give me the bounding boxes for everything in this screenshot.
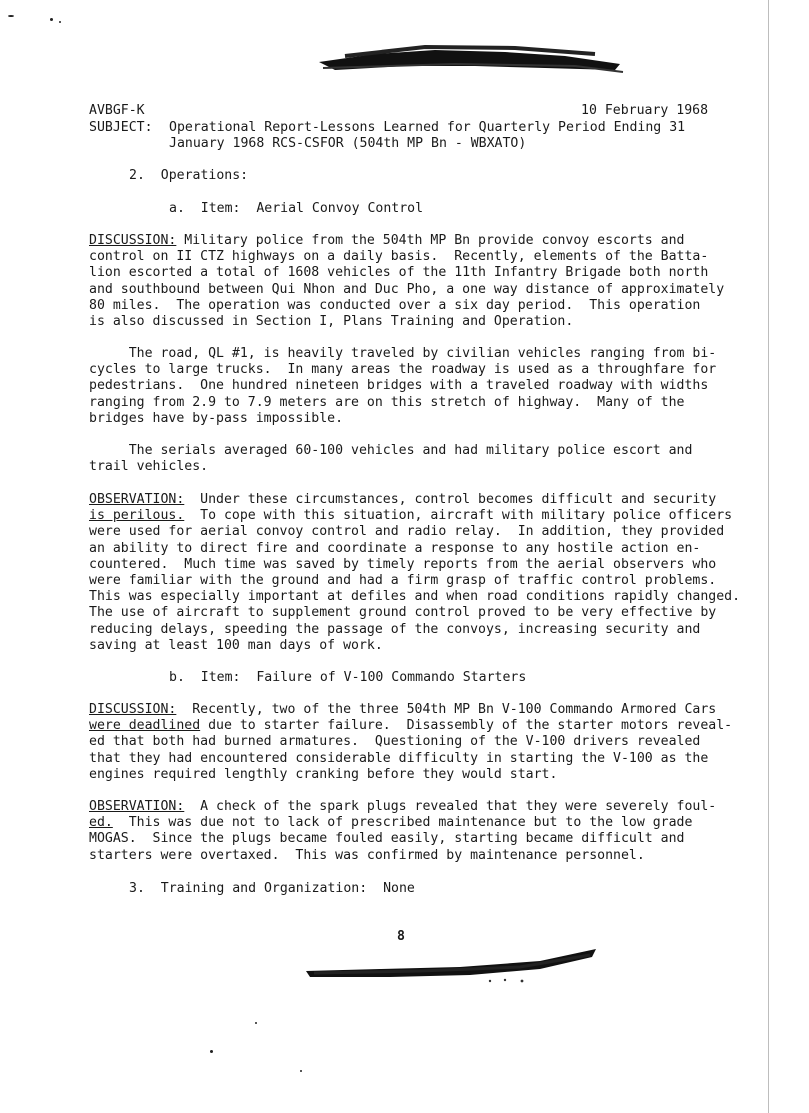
scan-speck (210, 1050, 213, 1053)
paragraph-line: The serials averaged 60-100 vehicles and had military police escort and (89, 443, 693, 458)
paragraph-line: were used for aerial convoy control and radio relay. In addition, they provided (89, 524, 725, 540)
item-a-heading: a. Item: Aerial Convoy Control (169, 201, 424, 216)
subject-line-1: Operational Report-Lessons Learned for Quarterly Period Ending 31 (169, 120, 686, 135)
paragraph-line: 80 miles. The operation was conducted over a six day period. This operation (89, 297, 701, 313)
scan-speck (255, 1022, 257, 1024)
subject-line-2: January 1968 RCS-CSFOR (504th MP Bn - WBXATO) (169, 136, 527, 151)
observation-label: OBSERVATION: (89, 492, 185, 507)
paragraph-line: This was especially important at defiles and when road conditions rapidly changed. (89, 589, 741, 605)
underlined-phrase: is perilous. (89, 508, 185, 524)
item-b-heading: b. Item: Failure of V-100 Commando Starters (169, 670, 527, 685)
paragraph-line: bridges have by-pass impossible. (89, 410, 344, 426)
paragraph-line: that they had encountered considerable difficulty in starting the V-100 as the (89, 750, 709, 766)
paragraph-line: Recently, two of the three 504th MP Bn V-100 Commando Armored Cars (176, 702, 717, 717)
paragraph-line: The use of aircraft to supplement ground control proved to be very effective by (89, 605, 717, 621)
bottom-redaction-mark (300, 945, 605, 985)
page-number: 8 (397, 929, 405, 944)
paragraph-line: ranging from 2.9 to 7.9 meters are on this stretch of highway. Many of the (89, 394, 685, 410)
item-a-discussion-paragraph (89, 233, 729, 330)
item-a-observation-paragraph (89, 492, 741, 654)
section-heading-operations: 2. Operations: (129, 168, 249, 183)
paragraph-line: The road, QL #1, is heavily traveled by civilian vehicles ranging from bi- (89, 346, 717, 361)
document-date: 10 February 1968 (581, 103, 709, 118)
classification-marking-text (322, 52, 461, 68)
paragraph-line: pedestrians. One hundred nineteen bridges with a traveled roadway with widths (89, 378, 709, 394)
paragraph-line: Under these circumstances, control becomes difficult and security (184, 492, 717, 507)
paragraph-line: starters were overtaxed. This was confirmed by maintenance personnel. (89, 847, 645, 863)
paragraph-line: engines required lengthly cranking before they would start. (89, 766, 558, 782)
paragraph-line: lion escorted a total of 1608 vehicles of the 11th Infantry Brigade both north (89, 265, 709, 281)
item-a-serials-paragraph (89, 443, 729, 475)
paragraph-line: is also discussed in Section I, Plans Training and Operation. (89, 314, 574, 330)
paragraph-line: To cope with this situation, aircraft with military police officers (184, 508, 733, 524)
paragraph-line: MOGAS. Since the plugs became fouled easily, starting became difficult and (89, 831, 685, 847)
subject-label: SUBJECT: (89, 120, 153, 135)
paragraph-line: A check of the spark plugs revealed that they were severely foul- (184, 799, 717, 814)
scan-speck (59, 21, 61, 23)
item-b-observation-paragraph (89, 799, 729, 864)
paragraph-line: saving at least 100 man days of work. (89, 637, 383, 653)
paragraph-line: and southbound between Qui Nhon and Duc Pho, a one way distance of approximately (89, 281, 725, 297)
scan-speck (300, 1070, 302, 1072)
scan-speck (50, 18, 53, 21)
paragraph-line: reducing delays, speeding the passage of the convoys, increasing security and (89, 621, 701, 637)
item-a-road-paragraph (89, 346, 729, 427)
discussion-label: DISCUSSION: (89, 233, 177, 248)
paragraph-line: control on II CTZ highways on a daily basis. Recently, elements of the Batta- (89, 249, 709, 265)
observation-label: OBSERVATION: (89, 799, 185, 814)
paragraph-line: ed that both had burned armatures. Questioning of the V-100 drivers revealed (89, 734, 701, 750)
item-b-discussion-paragraph (89, 702, 733, 783)
paragraph-line: were familiar with the ground and had a firm grasp of traffic control problems. (89, 573, 717, 589)
underlined-phrase: were deadlined (89, 718, 201, 734)
paragraph-line: This was due not to lack of prescribed maintenance but to the low grade (112, 815, 693, 831)
paragraph-line: countered. Much time was saved by timely reports from the aerial observers who (89, 556, 717, 572)
scan-edge-line (768, 0, 769, 1113)
paragraph-line: Military police from the 504th MP Bn provide convoy escorts and (176, 233, 685, 248)
paragraph-line: cycles to large trucks. In many areas the roadway is used as a throughfare for (89, 362, 717, 378)
paragraph-line: trail vehicles. (89, 459, 209, 475)
office-symbol: AVBGF-K (89, 103, 145, 118)
section-heading-training: 3. Training and Organization: None (129, 881, 415, 896)
paragraph-line: an ability to direct fire and coordinate a response to any hostile action en- (89, 540, 701, 556)
underlined-phrase: ed. (89, 815, 113, 831)
paragraph-line: due to starter failure. Disassembly of the starter motors reveal- (200, 718, 733, 734)
scan-speck (8, 15, 14, 17)
discussion-label: DISCUSSION: (89, 702, 177, 717)
